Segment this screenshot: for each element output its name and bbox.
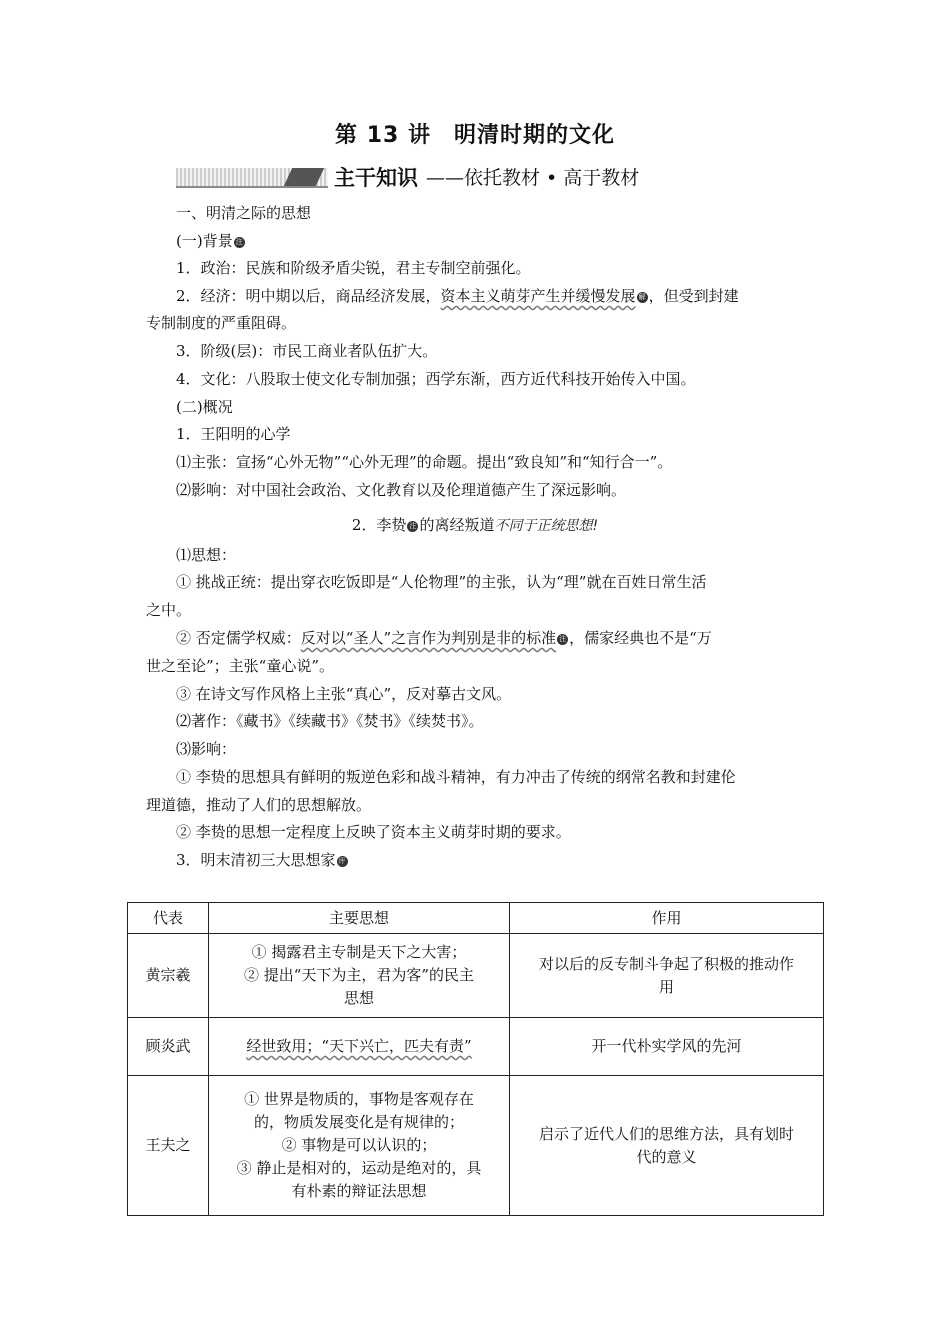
thinker-effect: [510, 934, 824, 1018]
cell-line: ③ 静止是相对的，运动是绝对的，具: [236, 1159, 482, 1177]
cell-line: 开一代朴实学风的先河: [591, 1037, 742, 1055]
point-culture: 4．文化：八股取士使文化专制加强；西学东渐，西方近代科技开始传入中国。: [176, 370, 696, 388]
li-influence-1-cont: 理道德，推动了人们的思想解放。: [146, 796, 372, 814]
cell-line: ① 揭露君主专制是天下之大害；: [251, 943, 467, 961]
li-thought-1: ① 挑战正统：提出穿衣吃饭即是“人伦物理”的主张，认为“理”就在百姓日常生活: [176, 573, 707, 591]
point-economy-cont: 专制制度的严重阻碍。: [146, 314, 297, 332]
thinker-name: 顾炎武: [128, 1018, 209, 1076]
emphasis-text: 反对以“圣人”之言作为判别是非的标准: [300, 629, 557, 647]
text: ，但受到封建: [648, 287, 739, 305]
thinker-name: 黄宗羲: [128, 934, 209, 1018]
banner-main: 主干知识: [334, 166, 418, 190]
review-icon: 评: [338, 857, 346, 865]
point-economy: [176, 286, 739, 306]
cell-line: ② 事物是可以认识的；: [281, 1136, 437, 1154]
li-works: ⑵著作：《藏书》《续藏书》《焚书》《续焚书》。: [176, 712, 484, 730]
cell-line: 对以后的反专制斗争起了积极的推动作: [538, 954, 794, 973]
cell-line: 经世致用；“天下兴亡，匹夫有责”: [246, 1037, 472, 1055]
subheading-overview: (二)概况: [176, 398, 233, 416]
table-row: [128, 1018, 824, 1076]
header-cell: 代表: [128, 903, 209, 934]
handwritten-note: 不同于正统思想!: [494, 518, 599, 534]
header-cell: 作用: [510, 903, 824, 934]
text: ，儒家经典也不是“万: [569, 629, 712, 647]
heading-ideas: 一、明清之际的思想: [176, 204, 312, 222]
text: 2．经济：明中期以后，商品经济发展，: [176, 287, 441, 305]
li-influence: ⑶影响：: [176, 740, 237, 758]
lesson-title: 第 13 讲 明清时期的文化: [335, 123, 615, 148]
li-influence-2: ② 李贽的思想一定程度上反映了资本主义萌芽时期的要求。: [176, 823, 571, 841]
cell-line: 有朴素的辩证法思想: [291, 1182, 427, 1200]
cell-line: 的，物质发展变化是有规律的；: [253, 1113, 464, 1131]
thinker-idea: [209, 1076, 510, 1216]
cell-line: 思想: [343, 989, 374, 1007]
text: 的离经叛道: [419, 516, 495, 534]
thinkers-table: [127, 902, 824, 1216]
explain-icon: 解: [638, 293, 646, 301]
cell-line: 启示了近代人们的思维方法，具有划时: [538, 1124, 794, 1143]
li-thought-1-cont: 之中。: [146, 601, 192, 619]
thinker-effect: [510, 1018, 824, 1076]
cell-line: 用: [658, 977, 674, 996]
table-header-row: [128, 903, 824, 934]
cell-line: ① 世界是物质的，事物是客观存在: [244, 1090, 474, 1108]
li-influence-1: ① 李贽的思想具有鲜明的叛逆色彩和战斗精神，有力冲击了传统的纲常名教和封建伦: [176, 768, 736, 786]
cell-line: 代的意义: [636, 1147, 697, 1166]
table-row: [128, 934, 824, 1018]
subheading-background: [176, 231, 246, 251]
text: 2．李贽: [351, 516, 407, 534]
li-thought-3: ③ 在诗文写作风格上主张“真心”，反对摹古文风。: [176, 685, 512, 703]
note-icon: 注: [235, 238, 243, 246]
text: 3．明末清初三大思想家: [176, 851, 336, 869]
cell-line: [217, 964, 501, 987]
item-wang-yangming: 1．王阳明的心学: [176, 425, 291, 443]
li-thought-2-cont: 世之至论”；主张“童心说”。: [146, 657, 335, 675]
text: ② 提出“天下为主，君为客”的民主: [243, 966, 475, 984]
thinker-effect: [510, 1076, 824, 1216]
item-wang-claim: ⑴主张：宣扬“心外无物”“心外无理”的命题。提出“致良知”和“知行合一”。: [176, 453, 673, 471]
note-icon: 注: [559, 635, 567, 643]
point-class: 3．阶级(层)：市民工商业者队伍扩大。: [176, 342, 438, 360]
note-icon: 注: [409, 522, 417, 530]
point-politics: 1．政治：民族和阶级矛盾尖锐，君主专制空前强化。: [176, 259, 531, 277]
thinker-idea: [209, 934, 510, 1018]
header-cell: 主要思想: [209, 903, 510, 934]
li-thought: ⑴思想：: [176, 546, 237, 564]
li-thought-2: [176, 628, 712, 648]
subheading-text: (一)背景: [176, 232, 233, 250]
banner-sub: ——依托教材 • 高于教材: [426, 167, 640, 189]
three-thinkers-heading: [176, 850, 349, 870]
thinker-name: 王夫之: [128, 1076, 209, 1216]
thinker-idea: [209, 1018, 510, 1076]
text: ② 否定儒学权威：: [176, 629, 301, 647]
table-row: [128, 1076, 824, 1216]
item-li-zhi: [0, 515, 950, 536]
emphasis-text: 资本主义萌芽产生并缓慢发展: [440, 287, 636, 305]
section-banner: [176, 163, 776, 191]
item-wang-influence: ⑵影响：对中国社会政治、文化教育以及伦理道德产生了深远影响。: [176, 481, 627, 499]
